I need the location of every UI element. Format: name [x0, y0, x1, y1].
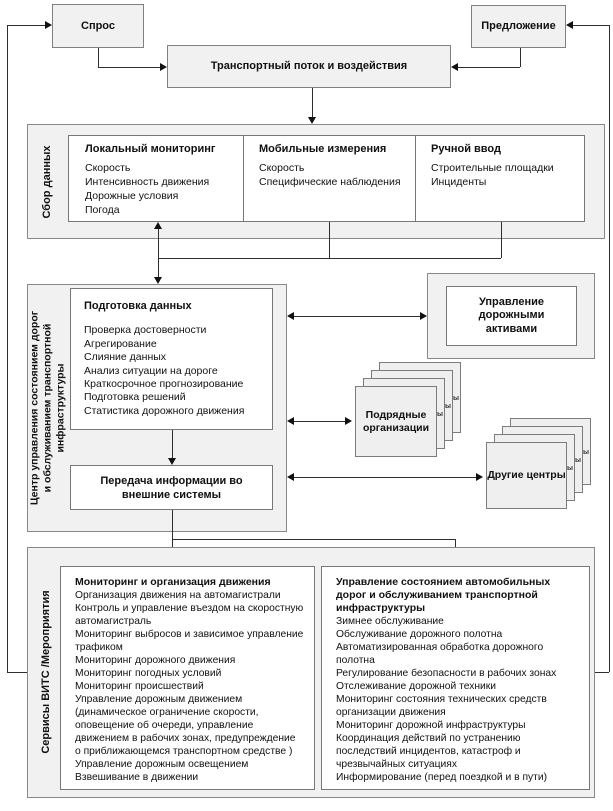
section-services-label: Сервисы ВИТС /Мероприятия — [40, 590, 52, 754]
connector-mobile-drop — [329, 222, 330, 258]
column-local-monitoring — [85, 142, 237, 217]
arrow-flow-to-collect — [308, 117, 316, 124]
connector-center-contractors — [294, 421, 345, 422]
connector-feedback-left-top — [7, 25, 45, 26]
page-mark: ы — [445, 402, 451, 410]
box-traffic-flow-label: Транспортный поток и воздействия — [210, 60, 408, 72]
section-control-center-label: Центр управления состоянием дорог и обслуживанием транспортной инфраструктуры — [28, 310, 67, 506]
box-demand — [52, 4, 144, 48]
page-mark: ы — [567, 465, 573, 473]
arrow-assets-to-center — [287, 312, 294, 320]
page-mark: ы — [437, 410, 443, 418]
connector-flow-collect — [312, 88, 313, 117]
column-manual-input — [431, 142, 579, 189]
box-road-assets — [446, 286, 577, 346]
connector-feedback-left — [7, 25, 8, 672]
box-traffic-flow — [167, 45, 451, 88]
box-data-preparation-title: Подготовка данных — [84, 300, 192, 312]
box-other-centers — [486, 442, 567, 509]
box-data-preparation-items: Проверка достоверности Агрегирование Слияние данных Анализ ситуации на дороге Краткосрочное прогнозирование Подготовка решений Статистика дорожного движения — [84, 324, 245, 417]
box-transfer-info-label: Передача информации во внешние системы — [100, 474, 243, 501]
arrow-up-into-local-monitoring — [154, 222, 162, 229]
box-other-centers-label: Другие центры — [487, 469, 566, 481]
connector-manual-drop — [501, 222, 502, 258]
connector-center-assets — [294, 316, 422, 317]
box-transfer-info — [70, 465, 273, 510]
column-divider-1 — [243, 136, 244, 221]
arrow-contractors-to-center — [287, 417, 294, 425]
connector-services-bus — [172, 539, 455, 540]
column-manual-input-items: Строительные площадки Инциденты — [431, 162, 554, 188]
box-supply — [471, 5, 566, 48]
connector-demand-flow-h — [98, 67, 160, 68]
connector-feedback-right-bottom — [595, 672, 609, 673]
page-mark: ы — [583, 449, 589, 457]
arrow-into-supply — [566, 21, 573, 29]
column-divider-2 — [415, 136, 416, 221]
box-traffic-monitoring — [60, 566, 315, 790]
connector-feedback-left-bottom — [7, 672, 28, 673]
column-local-monitoring-title: Локальный мониторинг — [85, 143, 216, 155]
arrow-demand-to-flow — [160, 63, 167, 71]
arrow-down-into-center — [154, 277, 162, 284]
box-contractors-label: Подрядные организации — [362, 408, 430, 434]
connector-prep-transfer — [172, 430, 173, 458]
box-data-preparation — [70, 288, 273, 430]
connector-center-other — [294, 477, 476, 478]
box-supply-label: Предложение — [481, 20, 556, 32]
column-local-monitoring-items: Скорость Интенсивность движения Дорожные условия Погода — [85, 162, 210, 216]
column-mobile-measurements-title: Мобильные измерения — [259, 143, 387, 155]
box-road-condition-management — [321, 566, 590, 790]
arrow-center-to-contractors — [345, 417, 352, 425]
page-mark: ы — [453, 394, 459, 402]
connector-supply-flow-v — [520, 48, 521, 67]
box-demand-label: Спрос — [81, 19, 115, 32]
box-road-assets-label: Управление дорожными активами — [478, 295, 545, 335]
section-data-collection-label: Сбор данных — [41, 145, 53, 219]
connector-collect-bus — [158, 258, 501, 259]
connector-supply-flow-h — [458, 67, 520, 68]
box-road-condition-management-items: Зимнее обслуживание Обслуживание дорожного полотна Автоматизированная обработка дорожного полотна Регулирование безопасности в рабочих зонах Отслеживание дорожной техники Мониторинг состояния технических средств организации движения Мониторинг дорожной инфраструктуры Координация действий по устранению последствий инцидентов, катастроф и чрезвычайных ситуациях Информирование (перед поездкой и в пути) — [336, 616, 557, 783]
column-mobile-measurements — [259, 142, 401, 189]
connector-feedback-right — [609, 25, 610, 672]
arrow-other-to-center — [287, 473, 294, 481]
connector-feedback-right-top — [573, 25, 609, 26]
box-traffic-monitoring-items: Организация движения на автомагистрали Контроль и управление въездом на скоростную автомагистраль Мониторинг выбросов и зависимое управление трафиком Мониторинг дорожного движения Мониторинг погодных условий Мониторинг происшествий Управление дорожным движением (динамическое ограничение скорости, оповещение об очереди, управление движением в рабочих зонах, предупреждение о приближающемся транспортном средстве ) Управление дорожным освещением Взвешивание в движении — [75, 590, 304, 783]
arrow-center-to-assets — [420, 312, 427, 320]
box-contractors — [355, 386, 437, 457]
box-road-condition-management-title: Управление состоянием автомобильных дорог и обслуживанием транспортной инфраструктуры — [336, 576, 551, 614]
column-mobile-measurements-items: Скорость Специфические наблюдения — [259, 162, 401, 188]
connector-demand-flow-v — [98, 48, 99, 67]
arrow-center-to-other — [476, 473, 483, 481]
box-traffic-monitoring-title: Мониторинг и организация движения — [75, 576, 271, 588]
connector-collect-center-v — [158, 229, 159, 277]
arrow-into-demand — [45, 21, 52, 29]
arrow-supply-to-flow — [451, 63, 458, 71]
arrow-prep-to-transfer — [168, 458, 176, 465]
page-mark: ы — [575, 457, 581, 465]
column-manual-input-title: Ручной ввод — [431, 143, 501, 155]
